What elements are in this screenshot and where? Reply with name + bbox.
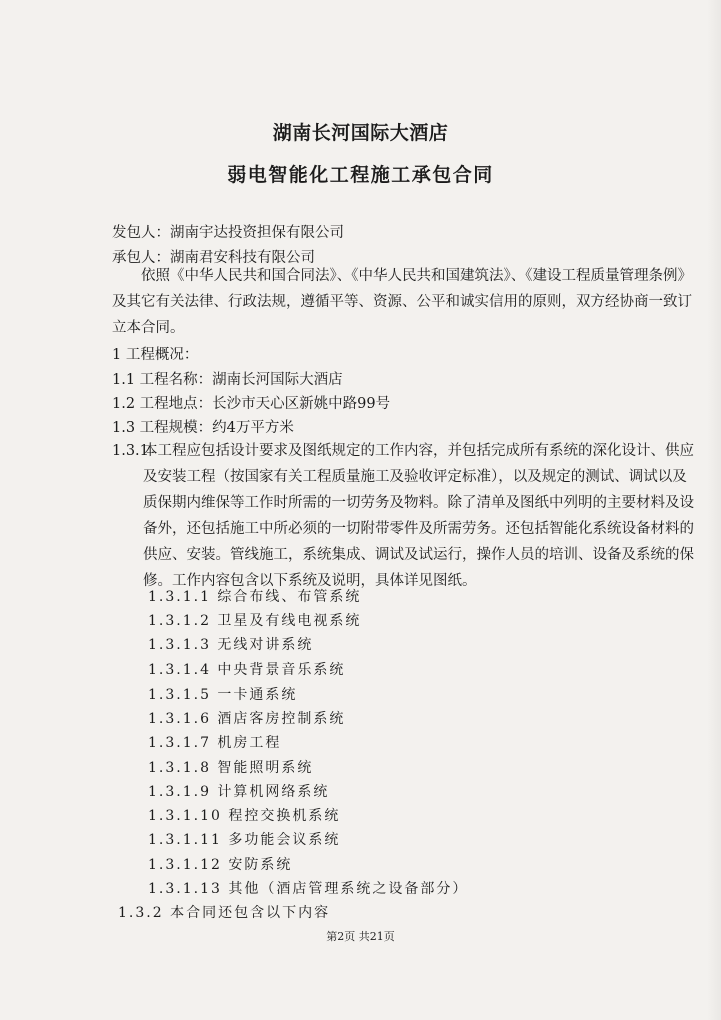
hotel-title: 湖南长河国际大酒店 [272, 122, 449, 144]
section-1-heading: 1 工程概况： [112, 347, 199, 363]
scope-text: 本工程应包括设计要求及图纸规定的工作内容，并包括完成所有系统的深化设计、供应及安装工程（按国家有关工程质量施工及验收评定标准），以及规定的测试、调试以及质保期内维保等工作时所需的一切劳务及物料。除了清单及图纸中列明的主要材料及设备外，还包括施工中所必须的一切附带零件及所需劳务。还包括智能化系统设备材料的供应、安装。管线施工，系统集成、调试及试运行，操作人员的培训、设备及系统的保修。工作内容包含以下系统及说明，具体详见图纸。 [143, 443, 694, 589]
contract-title: 弱电智能化工程施工承包合同 [227, 164, 494, 186]
system-item: 1.3.1.12 安防系统 [148, 857, 293, 873]
section-1-3-2: 1.3.2 本合同还包含以下内容 [118, 905, 331, 921]
scope-paragraph [112, 438, 697, 594]
system-item: 1.3.1.7 机房工程 [148, 735, 282, 751]
system-item: 1.3.1.4 中央背景音乐系统 [148, 662, 346, 678]
project-location: 1.2 工程地点：长沙市天心区新姚中路99号 [112, 396, 391, 412]
system-item: 1.3.1.3 无线对讲系统 [148, 637, 314, 653]
system-item: 1.3.1.11 多功能会议系统 [148, 832, 341, 848]
system-item: 1.3.1.6 酒店客房控制系统 [148, 711, 346, 727]
system-item: 1.3.1.8 智能照明系统 [148, 760, 314, 776]
party-b: 承包人：湖南君安科技有限公司 [112, 250, 315, 266]
project-scale: 1.3 工程规模：约4万平方米 [112, 420, 294, 436]
intro-paragraph: 依照《中华人民共和国合同法》、《中华人民共和国建筑法》、《建设工程质量管理条例》及其它有关法律、行政法规，遵循平等、资源、公平和诚实信用的原则，双方经协商一致订立本合同。 [112, 268, 692, 336]
system-item: 1.3.1.10 程控交换机系统 [148, 808, 341, 824]
system-item: 1.3.1.5 一卡通系统 [148, 687, 298, 703]
page-footer: 第2页 共21页 [326, 930, 395, 943]
page-edge-shadow [707, 0, 721, 1020]
project-name: 1.1 工程名称：湖南长河国际大酒店 [112, 372, 343, 388]
system-item: 1.3.1.1 综合布线、布管系统 [148, 589, 362, 605]
party-a: 发包人：湖南宇达投资担保有限公司 [112, 225, 344, 241]
system-item: 1.3.1.13 其他（酒店管理系统之设备部分） [148, 881, 469, 897]
scope-number: 1.3.1 [112, 443, 149, 459]
system-item: 1.3.1.9 计算机网络系统 [148, 784, 330, 800]
system-item: 1.3.1.2 卫星及有线电视系统 [148, 613, 362, 629]
